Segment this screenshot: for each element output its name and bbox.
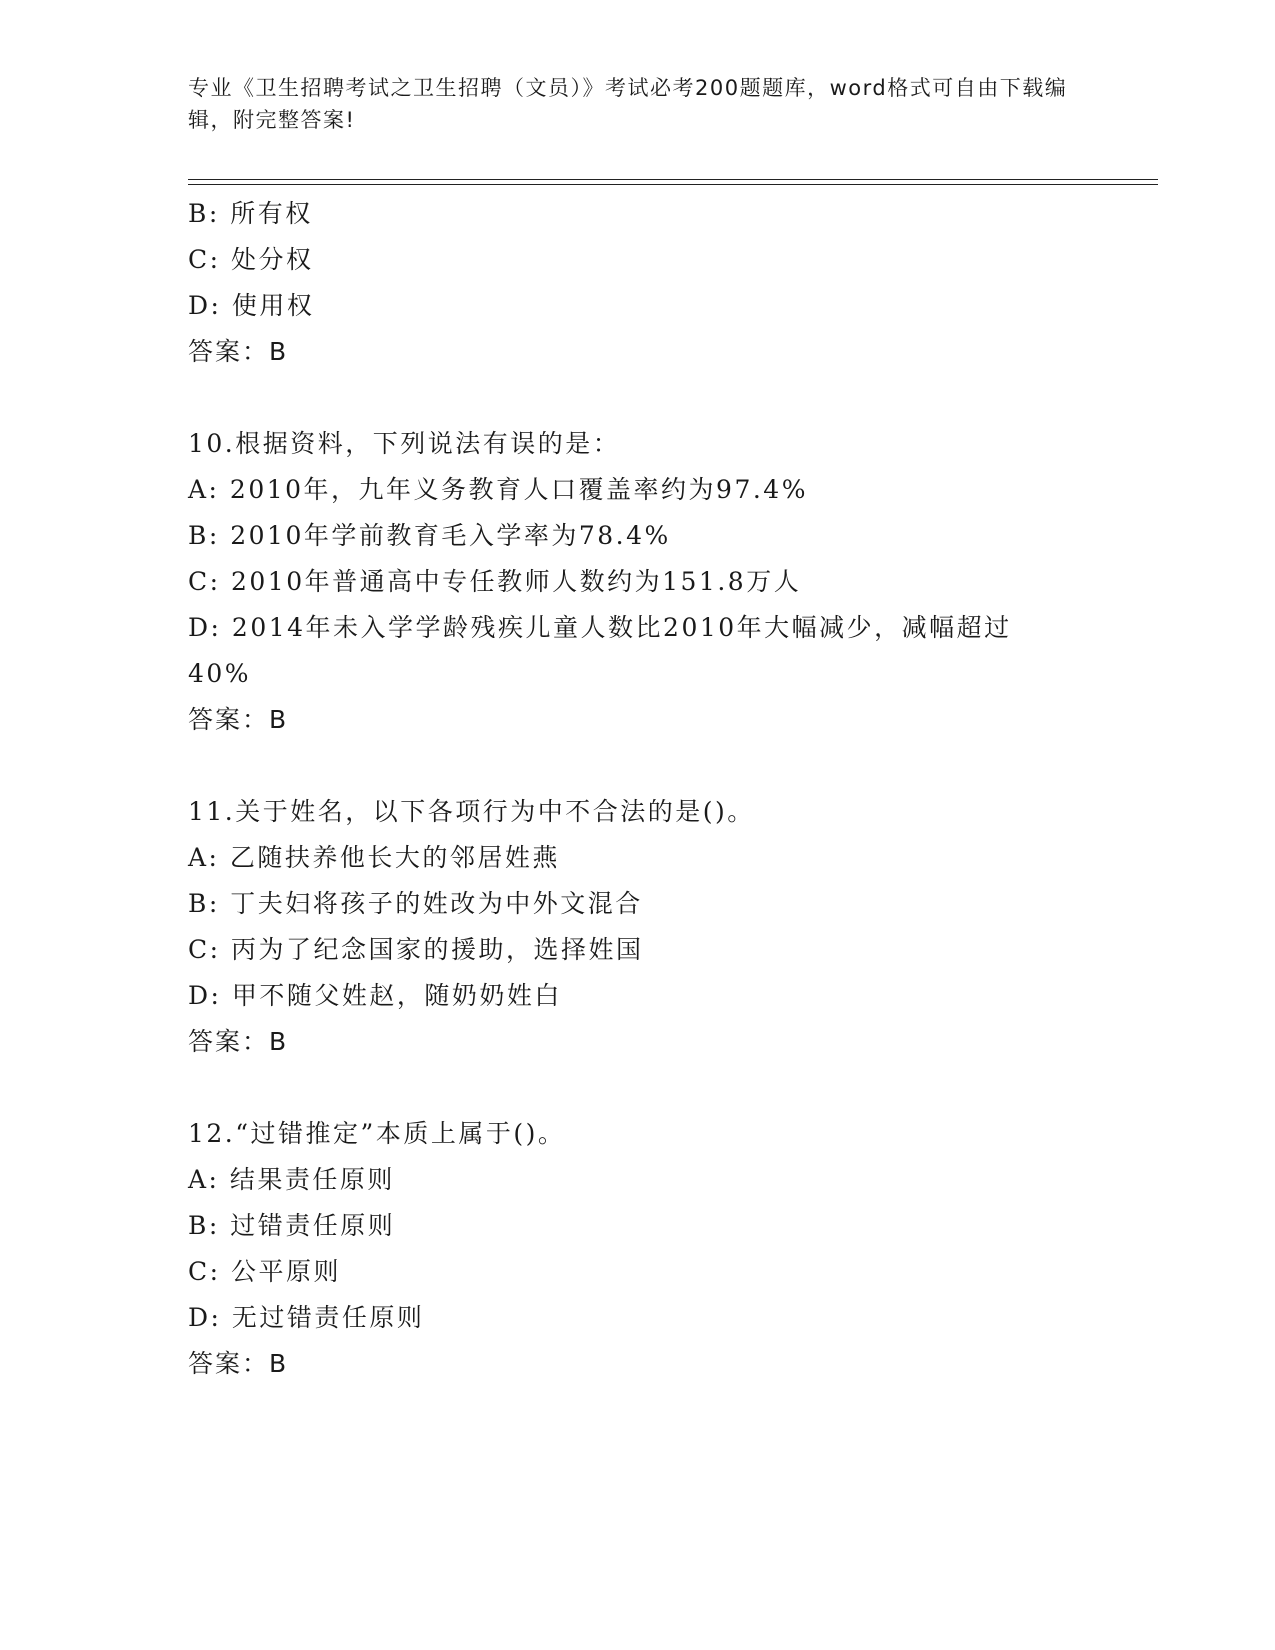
document-header: 专业《卫生招聘考试之卫生招聘（文员）》考试必考200题题库，word格式可自由下载编辑，附完整答案! (188, 76, 1068, 132)
option-line: C: 处分权 (188, 245, 314, 274)
option-line: D: 2014年未入学学龄残疾儿童人数比2010年大幅减少，减幅超过40% (188, 613, 1012, 688)
option-line: B: 丁夫妇将孩子的姓改为中外文混合 (188, 889, 643, 918)
answer-line: 答案：B (188, 337, 289, 366)
spacer (188, 375, 1088, 421)
question-stem: 10.根据资料，下列说法有误的是： (188, 429, 621, 458)
header-rule-top (188, 179, 1158, 180)
answer-line: 答案：B (188, 1027, 289, 1056)
option-line: B: 过错责任原则 (188, 1211, 396, 1240)
answer-line: 答案：B (188, 705, 289, 734)
option-line: A: 乙随扶养他长大的邻居姓燕 (188, 843, 560, 872)
question-content (188, 191, 1088, 1387)
question-stem: 12.“过错推定”本质上属于()。 (188, 1119, 566, 1148)
spacer (188, 1065, 1088, 1111)
option-line: B: 所有权 (188, 199, 313, 228)
answer-line: 答案：B (188, 1349, 289, 1378)
option-line: A: 结果责任原则 (188, 1165, 395, 1194)
option-line: C: 丙为了纪念国家的援助，选择姓国 (188, 935, 644, 964)
option-line: B: 2010年学前教育毛入学率为78.4% (188, 521, 671, 550)
header-rule-bottom (188, 184, 1158, 185)
option-line: C: 2010年普通高中专任教师人数约为151.8万人 (188, 567, 802, 596)
question-stem: 11.关于姓名，以下各项行为中不合法的是()。 (188, 797, 755, 826)
spacer (188, 743, 1088, 789)
option-line: D: 无过错责任原则 (188, 1303, 425, 1332)
option-line: D: 甲不随父姓赵，随奶奶姓白 (188, 981, 562, 1010)
option-line: D: 使用权 (188, 291, 315, 320)
option-line: C: 公平原则 (188, 1257, 341, 1286)
option-line: A: 2010年，九年义务教育人口覆盖率约为97.4% (188, 475, 808, 504)
